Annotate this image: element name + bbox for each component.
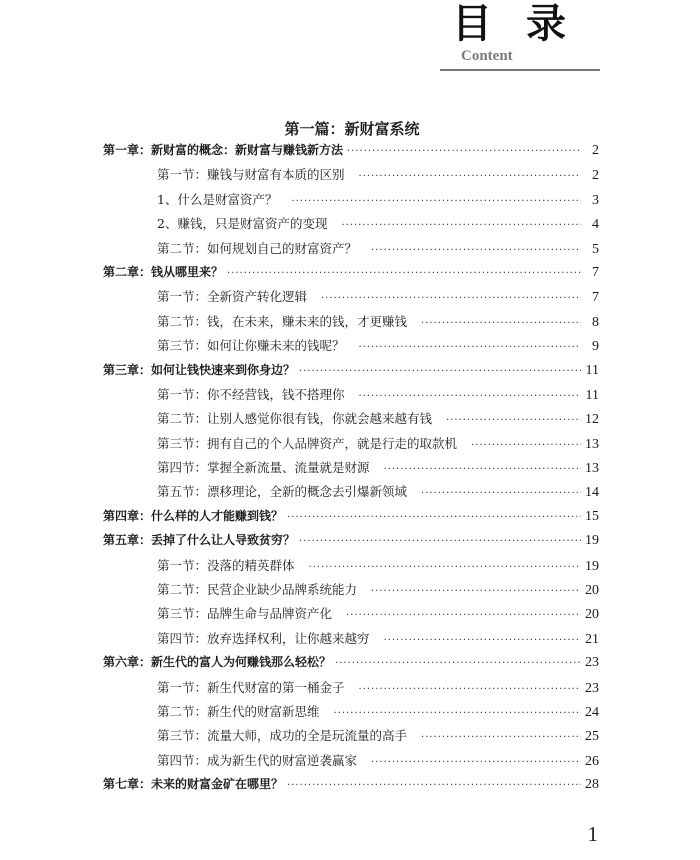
toc-entry-title: 第七章：未来的财富金矿在哪里？ <box>103 777 284 792</box>
toc-section-entry[interactable] <box>103 556 599 580</box>
toc-entry-page: 20 <box>585 583 599 599</box>
dot-leader <box>299 366 581 377</box>
toc-entry-title: 第三章：如何让钱快速来到你身边？ <box>103 362 296 377</box>
dot-leader <box>371 757 581 768</box>
toc-entry-title: 第二节：民营企业缺少品牌系统能力 <box>157 582 358 598</box>
toc-entry-page: 23 <box>585 680 599 696</box>
toc-entry-page: 3 <box>592 192 599 208</box>
toc-entry-title: 第四章：什么样的人才能赚到钱？ <box>103 508 284 523</box>
table-of-contents <box>103 141 599 800</box>
page-subtitle: Content <box>461 48 513 64</box>
toc-entry-title: 第三节：流量大师，成功的全是玩流量的高手 <box>157 728 408 744</box>
toc-chapter-entry[interactable] <box>103 507 599 531</box>
dot-leader <box>291 196 581 207</box>
page-title: 目录 <box>452 1 600 47</box>
toc-entry-title: 2、赚钱，只是财富资产的变现 <box>157 216 328 232</box>
toc-entry-page: 19 <box>585 533 599 549</box>
dot-leader <box>347 146 581 157</box>
toc-entry-page: 7 <box>592 264 599 280</box>
page-number: 1 <box>587 822 598 846</box>
toc-chapter-entry[interactable] <box>103 141 599 165</box>
dot-leader <box>334 708 581 719</box>
toc-entry-page: 13 <box>585 461 599 477</box>
toc-entry-title: 1、什么是财富资产？ <box>157 191 278 207</box>
dot-leader <box>335 658 581 669</box>
toc-entry-title: 第一节：没落的精英群体 <box>157 557 295 573</box>
dot-leader <box>359 391 581 402</box>
toc-chapter-entry[interactable] <box>103 361 599 385</box>
toc-entry-title: 第五节：漂移理论，全新的概念去引爆新领域 <box>157 484 408 500</box>
dot-leader <box>341 220 581 231</box>
toc-entry-title: 第三节：品牌生命与品牌资产化 <box>157 606 333 622</box>
dot-leader <box>287 512 581 523</box>
dot-leader <box>287 780 581 791</box>
dot-leader <box>471 440 581 451</box>
toc-entry-title: 第三节：拥有自己的个人品牌资产，就是行走的取款机 <box>157 435 458 451</box>
toc-entry-title: 第一节：新生代财富的第一桶金子 <box>157 679 345 695</box>
toc-section-entry[interactable] <box>103 336 599 360</box>
toc-entry-page: 11 <box>585 362 599 378</box>
dot-leader <box>227 268 581 279</box>
toc-section-entry[interactable] <box>103 214 599 238</box>
title-divider <box>440 69 600 71</box>
toc-entry-page: 2 <box>592 168 599 184</box>
toc-chapter-entry[interactable] <box>103 775 599 799</box>
dot-leader <box>421 732 581 743</box>
toc-section-entry[interactable] <box>103 702 599 726</box>
toc-section-entry[interactable] <box>103 312 599 336</box>
toc-entry-title: 第二节：如何规划自己的财富资产？ <box>157 240 358 256</box>
dot-leader <box>299 536 581 547</box>
toc-entry-page: 15 <box>585 508 599 524</box>
toc-entry-title: 第一节：你不经营钱，钱不搭理你 <box>157 386 345 402</box>
toc-chapter-entry[interactable] <box>103 263 599 287</box>
toc-entry-page: 28 <box>585 777 599 793</box>
dot-leader <box>359 171 581 182</box>
dot-leader <box>309 562 581 573</box>
toc-section-entry[interactable] <box>103 239 599 263</box>
toc-entry-title: 第五章：丢掉了什么让人导致贫穷？ <box>103 533 296 548</box>
toc-section-entry[interactable] <box>103 409 599 433</box>
toc-section-entry[interactable] <box>103 580 599 604</box>
toc-section-entry[interactable] <box>103 726 599 750</box>
toc-entry-title: 第二节：新生代的财富新思维 <box>157 703 320 719</box>
toc-entry-page: 24 <box>585 704 599 720</box>
toc-entry-page: 14 <box>585 485 599 501</box>
toc-entry-page: 4 <box>592 217 599 233</box>
toc-entry-page: 26 <box>585 753 599 769</box>
toc-entry-page: 11 <box>585 387 599 403</box>
toc-entry-title: 第二节：钱，在未来，赚未来的钱，才更赚钱 <box>157 313 408 329</box>
toc-entry-page: 19 <box>585 558 599 574</box>
toc-section-entry[interactable] <box>103 678 599 702</box>
toc-entry-title: 第一节：全新资产转化逻辑 <box>157 289 308 305</box>
toc-section-entry[interactable] <box>103 385 599 409</box>
toc-section-entry[interactable] <box>103 458 599 482</box>
toc-entry-title: 第四节：掌握全新流量、流量就是财源 <box>157 460 370 476</box>
toc-section-entry[interactable] <box>103 190 599 214</box>
toc-entry-page: 25 <box>585 729 599 745</box>
toc-entry-title: 第六章：新生代的富人为何赚钱那么轻松？ <box>103 655 332 670</box>
toc-section-entry[interactable] <box>103 482 599 506</box>
toc-entry-page: 23 <box>585 655 599 671</box>
toc-section-entry[interactable] <box>103 287 599 311</box>
toc-entry-title: 第一节：赚钱与财富有本质的区别 <box>157 167 345 183</box>
toc-entry-page: 2 <box>592 143 599 158</box>
toc-entry-page: 9 <box>592 339 599 355</box>
dot-leader <box>421 488 581 499</box>
toc-entry-title: 第四节：成为新生代的财富逆袭赢家 <box>157 752 358 768</box>
toc-entry-title: 第二章：钱从哪里来？ <box>103 264 224 279</box>
part-heading: 第一篇：新财富系统 <box>284 120 420 138</box>
dot-leader <box>384 464 581 475</box>
dot-leader <box>346 610 581 621</box>
dot-leader <box>446 415 581 426</box>
dot-leader <box>421 318 581 329</box>
toc-entry-page: 8 <box>592 314 599 330</box>
toc-entry-title: 第四节：放弃选择权利，让你越来越穷 <box>157 630 370 646</box>
dot-leader <box>371 245 581 256</box>
toc-chapter-entry[interactable] <box>103 531 599 555</box>
toc-entry-title: 第一章：新财富的概念：新财富与赚钱新方法 <box>103 143 344 157</box>
toc-section-entry[interactable] <box>103 434 599 458</box>
toc-section-entry[interactable] <box>103 165 599 189</box>
toc-chapter-entry[interactable] <box>103 653 599 677</box>
dot-leader <box>359 684 581 695</box>
toc-entry-page: 21 <box>585 631 599 647</box>
toc-entry-title: 第二节：让别人感觉你很有钱，你就会越来越有钱 <box>157 411 433 427</box>
dot-leader <box>359 342 581 353</box>
toc-entry-page: 20 <box>585 607 599 623</box>
toc-section-entry[interactable] <box>103 629 599 653</box>
toc-entry-page: 13 <box>585 436 599 452</box>
toc-entry-page: 12 <box>585 412 599 428</box>
toc-entry-page: 5 <box>592 241 599 257</box>
toc-entry-title: 第三节：如何让你赚未来的钱呢？ <box>157 338 345 354</box>
dot-leader <box>321 293 581 304</box>
toc-section-entry[interactable] <box>103 604 599 628</box>
dot-leader <box>384 635 581 646</box>
toc-section-entry[interactable] <box>103 751 599 775</box>
dot-leader <box>371 586 581 597</box>
toc-entry-page: 7 <box>592 290 599 306</box>
